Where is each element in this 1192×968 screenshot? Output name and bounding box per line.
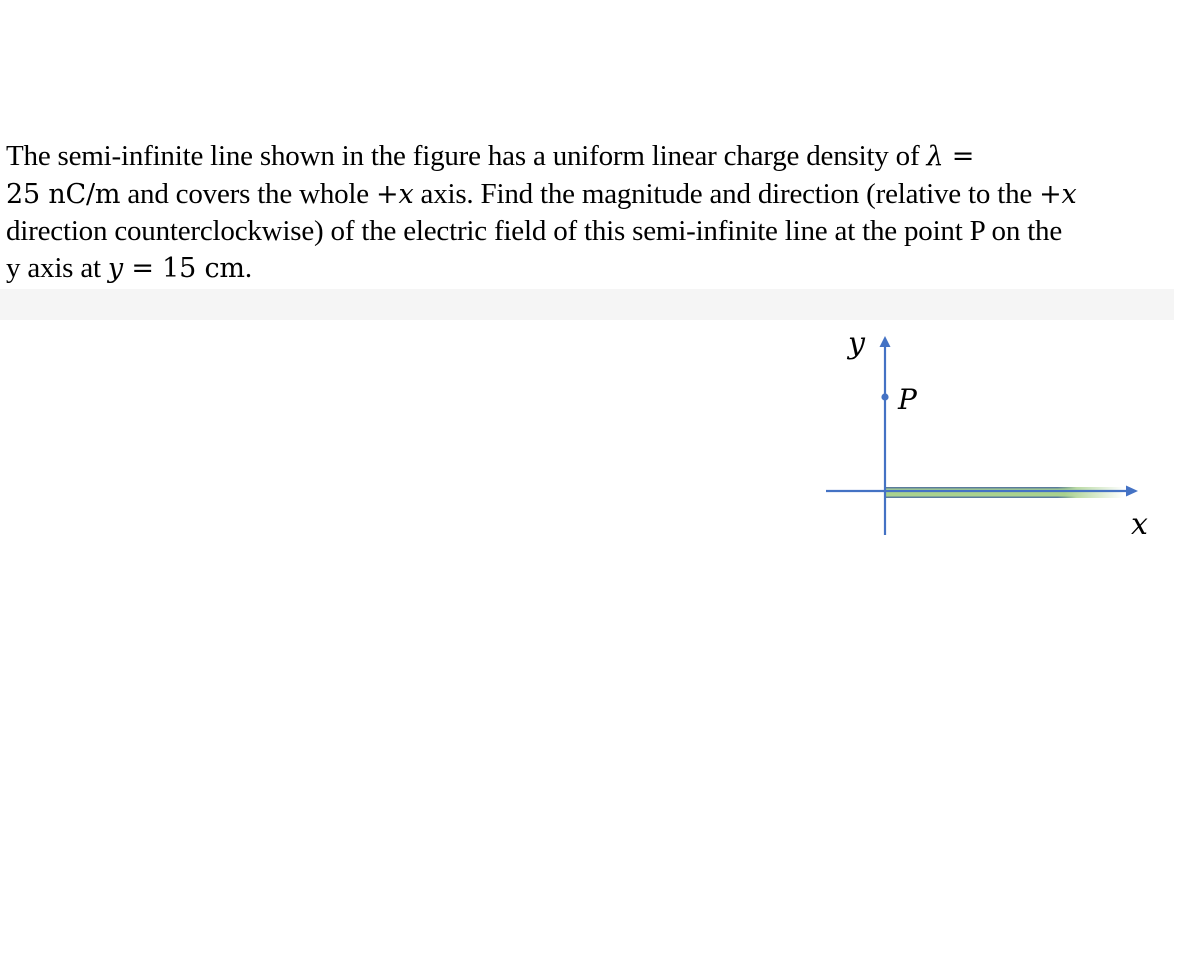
problem-statement [6,138,1186,287]
charged-line-edge-top [886,487,1124,489]
point-p-label: P [898,383,917,416]
y-axis-arrowhead-icon [880,336,891,347]
lambda-symbol: λ [926,141,944,172]
equals-sign: = [122,252,163,284]
x-axis-label: x [1131,507,1148,542]
problem-text-segment: axis. Find the magnitude and direction (relative to the [413,177,1040,210]
problem-line-1 [6,138,1186,176]
y-axis-label: y [848,326,865,361]
point-p-marker [881,393,888,400]
plus-x-symbol: +x [376,178,414,210]
problem-line-4 [6,250,1186,288]
problem-text-segment: y axis at [6,251,108,284]
x-axis-arrowhead-icon [1126,486,1138,497]
problem-text-segment: and covers the whole [120,177,377,210]
charge-density-value: 25 nC/m [6,178,121,210]
charged-line [886,487,1124,498]
charged-line-edge-bottom [886,497,1124,499]
plus-x-symbol: +x [1039,178,1077,210]
figure-svg [800,320,1180,560]
semi-infinite-line-figure [800,320,1180,560]
problem-text-segment: The semi-infinite line shown in the figure has a uniform linear charge density of [6,140,927,172]
problem-text-segment: . [244,251,252,284]
problem-line-3: direction counterclockwise) of the electric field of this semi-infinite line at the point P on the [6,215,1063,247]
separator-band [0,289,1174,320]
problem-line-2 [6,176,1186,214]
equals-sign: = [943,141,975,172]
y-variable: y [107,252,123,284]
distance-value: 15 cm [162,252,245,284]
